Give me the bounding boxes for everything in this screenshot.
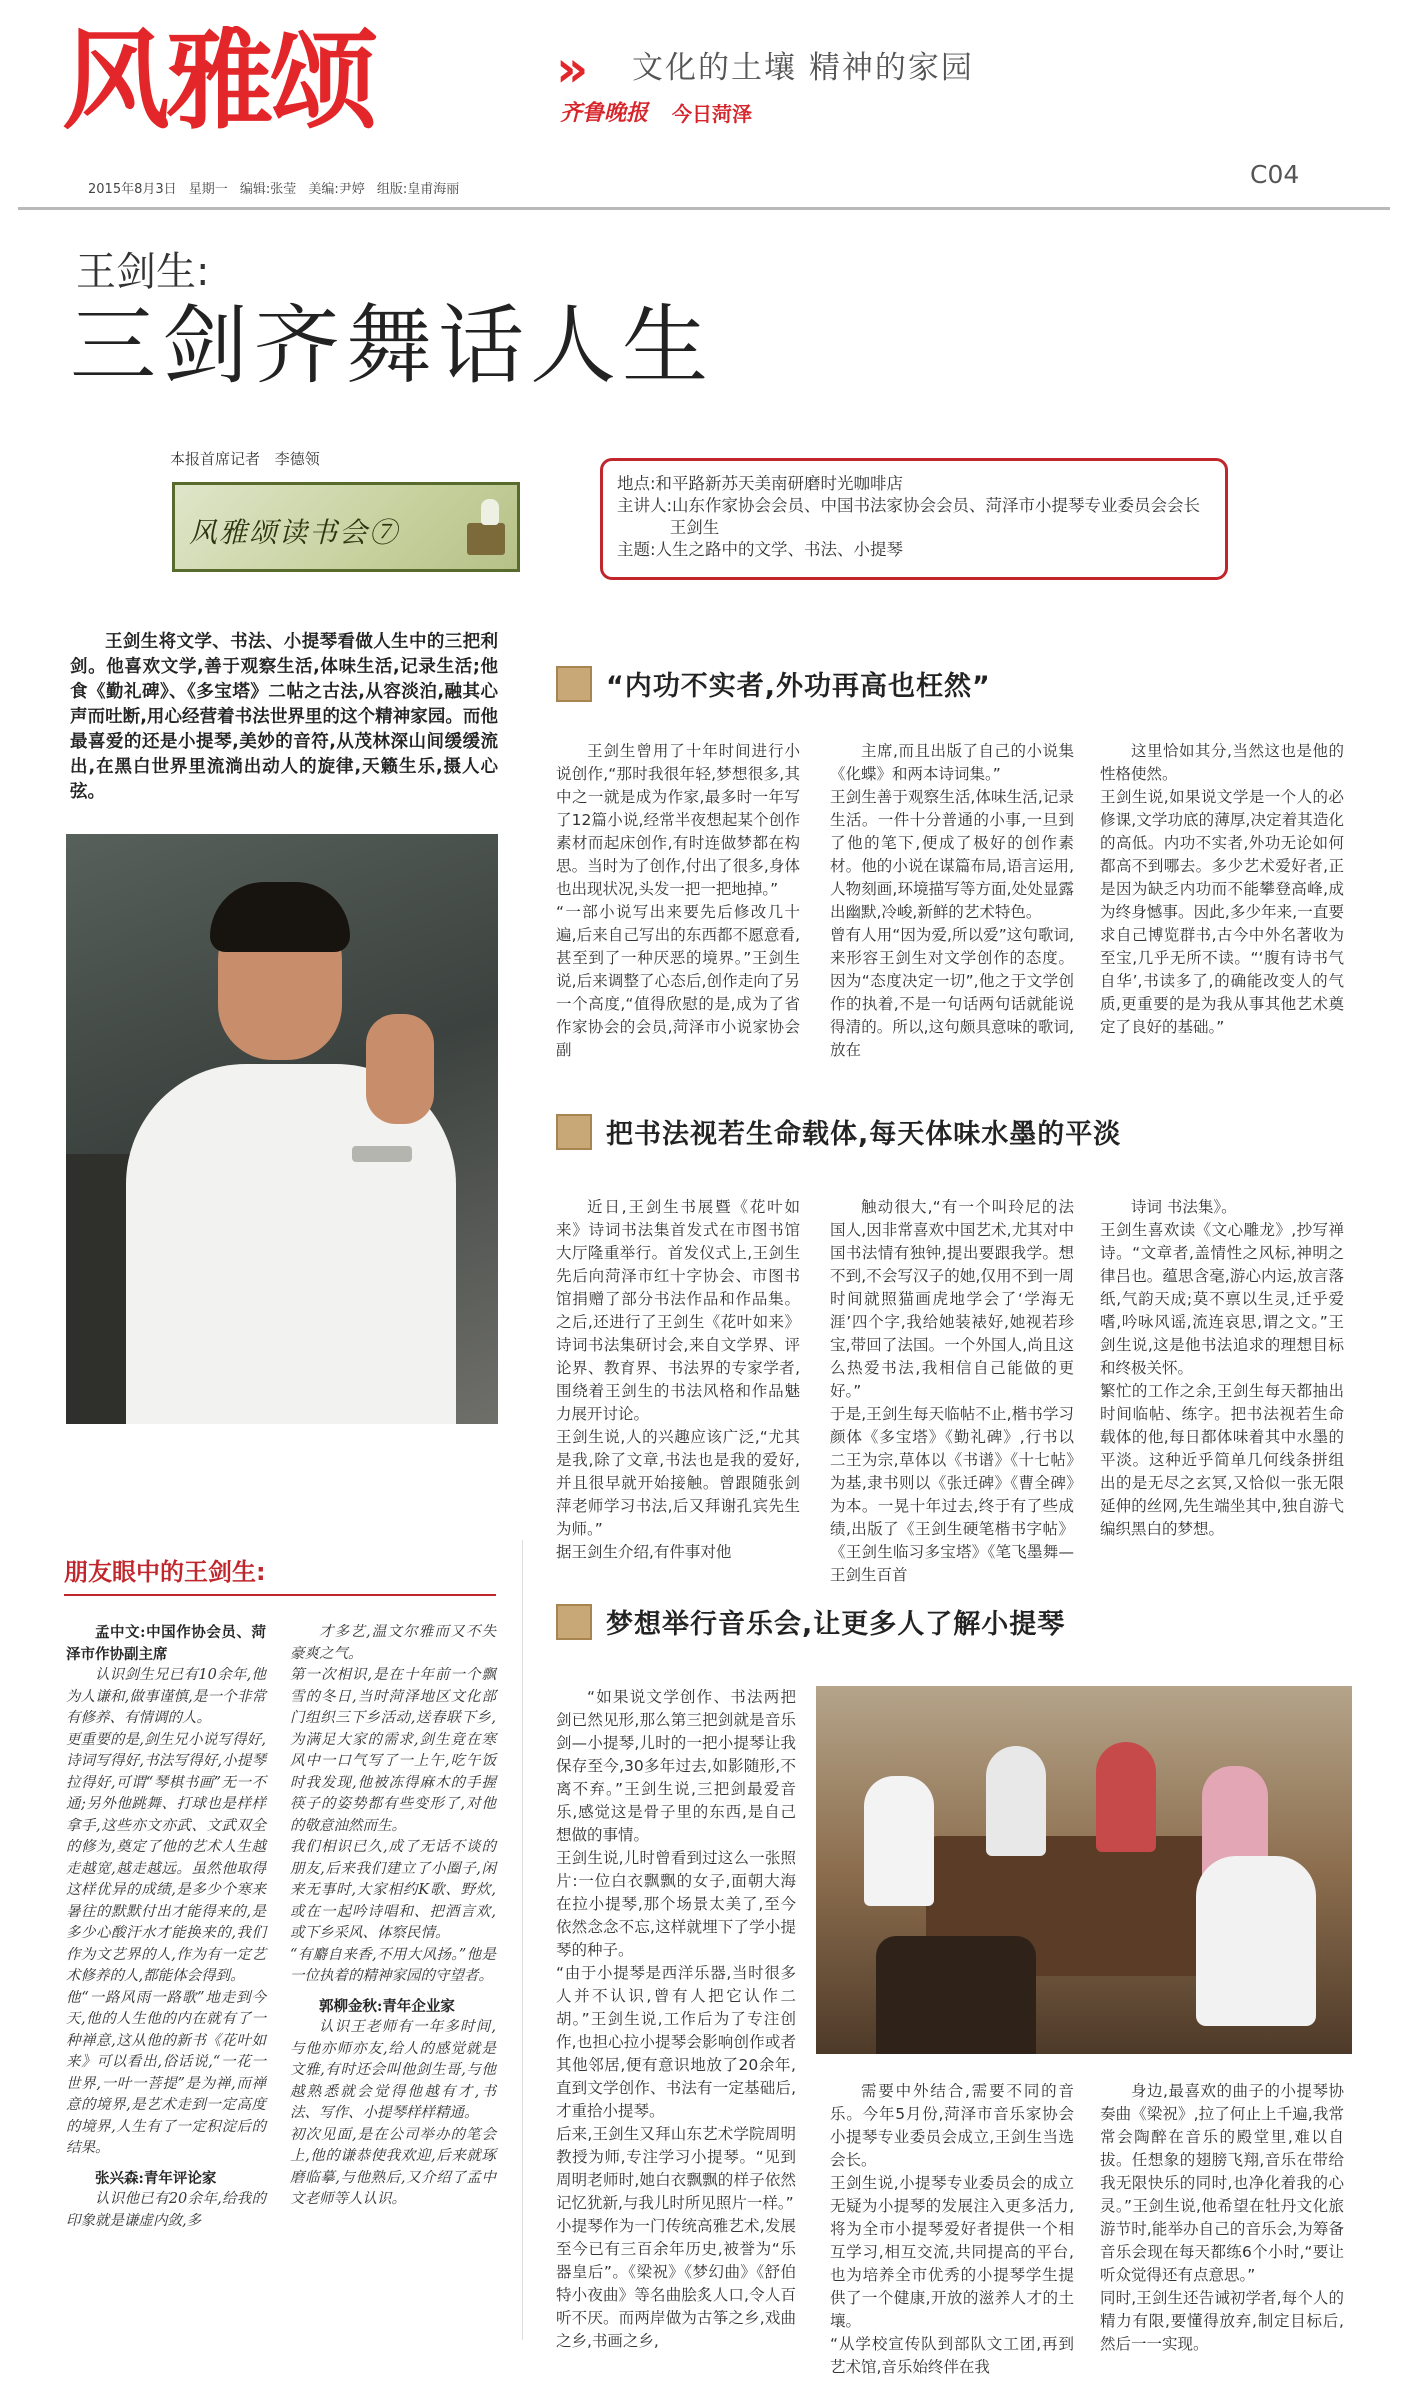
section-1-title: “内功不实者,外功再高也枉然”: [606, 671, 991, 702]
meeting-person: [1096, 1742, 1156, 1852]
headline-title: 三剑齐舞话人生: [70, 296, 714, 396]
friends-col-2: [290, 1622, 496, 2211]
intro-text: 王剑生将文学、书法、小提琴看做人生中的三把利剑。他喜欢文学,善于观察生活,体味生活,记录生活;他食《勤礼碑》、《多宝塔》二帖之古法,从容淡泊,融其心声而吐断,用心经营着书法世界里的这个精神家园。而他最喜爱的还是小提琴,美妙的音符,从茂林深山间缓缓流出,在黑白世界里流淌出动人的旋律,天籁生乐,摄人心弦。: [70, 632, 498, 802]
logo-text: 风雅颂: [62, 26, 375, 132]
masthead-paper: 齐鲁晚报: [560, 100, 649, 126]
column-badge: [172, 482, 520, 572]
chevron-right-icon: »: [556, 40, 589, 98]
portrait-hand: [366, 1014, 434, 1124]
byline: 本报首席记者 李德领: [170, 450, 320, 468]
logo-graphic: [62, 26, 562, 132]
masthead-meta: 2015年8月3日 星期一 编辑:张莹 美编:尹婷 组版:皇甫海丽: [88, 182, 460, 197]
meeting-person: [986, 1746, 1046, 1856]
info-speaker: 主讲人:山东作家协会会员、中国书法家协会会员、菏泽市小提琴专业委员会会长王剑生: [617, 496, 1201, 537]
section-bullet-icon: [556, 666, 592, 702]
friends-divider: [64, 1594, 496, 1596]
info-topic: 主题:人生之路中的文学、书法、小提琴: [617, 540, 904, 559]
masthead-slogan: 文化的土壤 精神的家园: [632, 50, 974, 86]
column-badge-label: 风雅颂读书会⑦: [189, 516, 400, 549]
meeting-photo: [816, 1686, 1352, 2054]
friend-3-text: 认识王老师有一年多时间,与他亦师亦友,给人的感觉就是文雅,有时还会叫他剑生哥,与他越熟悉就会觉得他越有才,书法、写作、小提琴样样精通。 初次见面,是在公司举办的笔会上,他的谦恭使我欢迎,后来就琢磨临摹,与他熟后,又介绍了孟中文老师等人认识。: [290, 2019, 496, 2207]
section-3-col-2: 需要中外结合,需要不同的音乐。今年5月份,菏泽市音乐家协会小提琴专业委员会成立,王剑生当选会长。 王剑生说,小提琴专业委员会的成立无疑为小提琴的发展注入更多活力,将为全市小提琴爱好者提供一个相互学习,相互交流,共同提高的平台,也为培养全市优秀的小提琴学生提供了一个健康,开放的滋养人才的土壤。 “从学校宣传队到部队文工团,再到艺术馆,音乐始终伴在我: [830, 2082, 1074, 2376]
friend-2-text-cont: 才多艺,温文尔雅而又不失豪爽之气。 第一次相识,是在十年前一个飘雪的冬日,当时菏泽地区文化部门组织三下乡活动,送春联下乡,为满足大家的需求,剑生竟在寒风中一口气写了一上午,吃午饭时我发现,他被冻得麻木的手握筷子的姿势都有些变形了,对他的敬意油然而生。 我们相识已久,成了无话不谈的朋友,后来我们建立了小圈子,闲来无事时,大家相约K歌、野炊,或在一起吟诗唱和、把酒言欢,或下乡采风、体察民情。 “有麝自来香,不用大风扬。”他是一位执着的精神家园的守望者。: [290, 1624, 496, 1984]
column-divider: [522, 1540, 523, 2340]
section-1-col-3: 这里恰如其分,当然这也是他的性格使然。 王剑生说,如果说文学是一个人的必修课,文学功底的薄厚,决定着其造化的高低。内功不实者,外功无论如何都高不到哪去。多少艺术爱好者,正是因为缺乏内功而不能攀登高峰,成为终身憾事。因此,多少年来,一直要求自己博览群书,古今中外名著收为至宝,几乎无所不读。“‘腹有诗书气自华’,书读多了,的确能改变人的气质,更重要的是为我从事其他艺术奠定了良好的基础。”: [1100, 742, 1344, 1036]
section-1-col-2: 主席,而且出版了自己的小说集《化蝶》和两本诗词集。” 王剑生善于观察生活,体味生活,记录生活。一件十分普通的小事,一旦到了他的笔下,便成了极好的创作素材。他的小说在谋篇布局,语言运用,人物刻画,环境描写等方面,处处显露出幽默,冷峻,新鲜的艺术特色。 曾有人用“因为爱,所以爱”这句歌词,来形容王剑生对文学创作的态度。因为“态度决定一切”,他之于文学创作的执着,不是一句话两句话就能说得清的。所以,这句颇具意味的歌词,放在: [830, 742, 1074, 1059]
section-2-title: 把书法视若生命载体,每天体味水墨的平淡: [606, 1119, 1122, 1150]
masthead-logo: [62, 26, 562, 132]
masthead: [0, 0, 1409, 210]
info-location: 地点:和平路新苏天美南研磨时光咖啡店: [617, 474, 904, 493]
friend-1-name: 孟中文:中国作协会员、菏泽市作协副主席: [66, 1624, 266, 1663]
section-3-title: 梦想举行音乐会,让更多人了解小提琴: [606, 1609, 1066, 1640]
info-box: [600, 458, 1228, 580]
meeting-person: [1196, 1856, 1316, 2026]
section-bullet-icon: [556, 1604, 592, 1640]
portrait-photo: [66, 834, 498, 1424]
book-icon: [467, 523, 505, 555]
friend-2-name: 张兴森:青年评论家: [95, 2169, 217, 2187]
friends-title: 朋友眼中的王剑生:: [64, 1558, 266, 1586]
section-2-heading: [556, 1112, 1121, 1151]
friend-1-text: 认识剑生兄已有10余年,他为人谦和,做事谨慎,是一个非常有修养、有情调的人。 更重要的是,剑生兄小说写得好,诗词写得好,书法写得好,小提琴拉得好,可谓“琴棋书画”无一不通;另外他跳舞、打球也是样样拿手,这些亦文亦武、文武双全的修为,奠定了他的艺术人生越走越宽,越走越远。虽然他取得这样优异的成绩,是多少个寒来暑往的默默付出才能得来的,是多少心酸汗水才能换来的,我们作为文艺界的人,作为有一定艺术修养的人,都能体会得到。 他“一路风雨一路歌”地走到今天,他的人生他的内在就有了一种禅意,这从他的新书《花叶如来》可以看出,俗话说,“一花一世界,一叶一菩提”是为禅,而禅意的境界,是艺术走到一定高度的境界,人生有了一定积淀后的结果。: [66, 1667, 266, 2156]
section-3-col-1: “如果说文学创作、书法两把剑已然见形,那么第三把剑就是音乐剑—小提琴,儿时的一把小提琴让我保存至今,30多年过去,如影随形,不离不弃。”王剑生说,三把剑最爱音乐,感觉这是骨子里的东西,是自己想做的事情。 王剑生说,儿时曾看到过这么一张照片:一位白衣飘飘的女子,面朝大海在拉小提琴,那个场景太美了,至今依然念念不忘,这样就埋下了学小提琴的种子。 “由于小提琴是西洋乐器,当时很多人并不认识,曾有人把它认作二胡。”王剑生说,工作后为了专注创作,也担心拉小提琴会影响创作或者其他邻居,便有意识地放了20余年,直到文学创作、书法有一定基础后,才重拾小提琴。 后来,王剑生又拜山东艺术学院周明教授为师,专注学习小提琴。“见到周明老师时,她白衣飘飘的样子依然记忆犹新,与我儿时所见照片一样。” 小提琴作为一门传统高雅艺术,发展至今已有三百余年历史,被誉为“乐器皇后”。《梁祝》《梦幻曲》《舒伯特小夜曲》等名曲脍炙人口,令人百听不厌。而两岸做为古筝之乡,戏曲之乡,书画之乡,: [556, 1688, 796, 2350]
section-2-col-1: 近日,王剑生书展暨《花叶如来》诗词书法集首发式在市图书馆大厅隆重举行。首发仪式上,王剑生先后向菏泽市红十字协会、市图书馆捐赠了部分书法作品和作品集。之后,还进行了王剑生《花叶如来》诗词书法集研讨会,来自文学界、评论界、教育界、书法界的专家学者,围绕着王剑生的书法风格和作品魅力展开讨论。 王剑生说,人的兴趣应该广泛,“尤其是我,除了文章,书法也是我的爱好,并且很早就开始接触。曾跟随张剑萍老师学习书法,后又拜谢孔宾先生为师。” 据王剑生介绍,有件事对他: [556, 1198, 800, 1561]
meeting-chair: [876, 1936, 1036, 2054]
portrait-watch: [352, 1146, 412, 1162]
section-2-col-3: 诗词 书法集》。 王剑生喜欢读《文心雕龙》,抄写禅诗。“文章者,盖情性之风标,神明之律吕也。蕴思含毫,游心内运,放言落纸,气韵天成;莫不禀以生灵,迁乎爱嗜,吟咏风谣,流连哀思,谓之文。”王剑生说,这是他书法追求的理想目标和终极关怀。 繁忙的工作之余,王剑生每天都抽出时间临帖、练字。把书法视若生命载体的他,每日都体味着其中水墨的平淡。这种近乎简单几何线条拼组出的是无尽之玄冥,又恰似一张无限延伸的丝网,先生端坐其中,独自游弋编织黑白的梦想。: [1100, 1198, 1344, 1538]
friend-2-text: 认识他已有20余年,给我的印象就是谦虚内敛,多: [66, 2191, 266, 2229]
meeting-person: [864, 1776, 934, 1906]
friend-3-name: 郭柳金秋:青年企业家: [319, 1997, 455, 2015]
section-2-col-2: 触动很大,“有一个叫玲尼的法国人,因非常喜欢中国艺术,尤其对中国书法情有独钟,提出要跟我学。想不到,不会写汉子的她,仅用不到一周时间就照猫画虎地学会了‘学海无涯’四个字,我给她装裱好,她视若珍宝,带回了法国。一个外国人,尚且这么热爱书法,我相信自己能做的更好。” 于是,王剑生每天临帖不止,楷书学习颜体《多宝塔》《勤礼碑》,行书以二王为宗,草体以《书谱》《十七帖》为基,隶书则以《张迁碑》《曹全碑》为本。一晃十年过去,终于有了些成绩,出版了《王剑生硬笔楷书字帖》《王剑生临习多宝塔》《笔飞墨舞—王剑生百首: [830, 1198, 1074, 1584]
headline-kicker: 王剑生:: [76, 249, 210, 295]
friends-col-1: [66, 1622, 266, 2232]
section-bullet-icon: [556, 1114, 592, 1150]
page-number: C04: [1250, 160, 1300, 189]
section-1-heading: [556, 664, 991, 703]
section-3-heading: [556, 1602, 1065, 1641]
section-3-col-3: 身边,最喜欢的曲子的小提琴协奏曲《梁祝》,拉了何止上千遍,我常常会陶醉在音乐的殿堂里,难以自拔。任想象的翅膀飞翔,音乐在带给我无限快乐的同时,也净化着我的心灵。”王剑生说,他希望在牡丹文化旅游节时,能举办自己的音乐会,为筹备音乐会现在每天都练6个小时,“要让听众觉得还有点意思。” 同时,王剑生还告诫初学者,每个人的精力有限,要懂得放弃,制定目标后,然后一一实现。: [1100, 2082, 1344, 2353]
masthead-divider: [18, 207, 1390, 210]
portrait-hair: [210, 882, 350, 952]
section-1-col-1: 王剑生曾用了十年时间进行小说创作,“那时我很年轻,梦想很多,其中之一就是成为作家,最多时一年写了12篇小说,经常半夜想起某个创作素材而起床创作,有时连做梦都在构思。当时为了创作,付出了很多,身体也出现状况,头发一把一把地掉。” “一部小说写出来要先后修改几十遍,后来自己写出的东西都不愿意看,甚至到了一种厌恶的境界。”王剑生说,后来调整了心态后,创作走向了另一个高度,“值得欣慰的是,成为了省作家协会的会员,菏泽市小说家协会副: [556, 742, 800, 1059]
vase-icon: [481, 499, 499, 525]
masthead-edition: 今日菏泽: [672, 102, 752, 126]
